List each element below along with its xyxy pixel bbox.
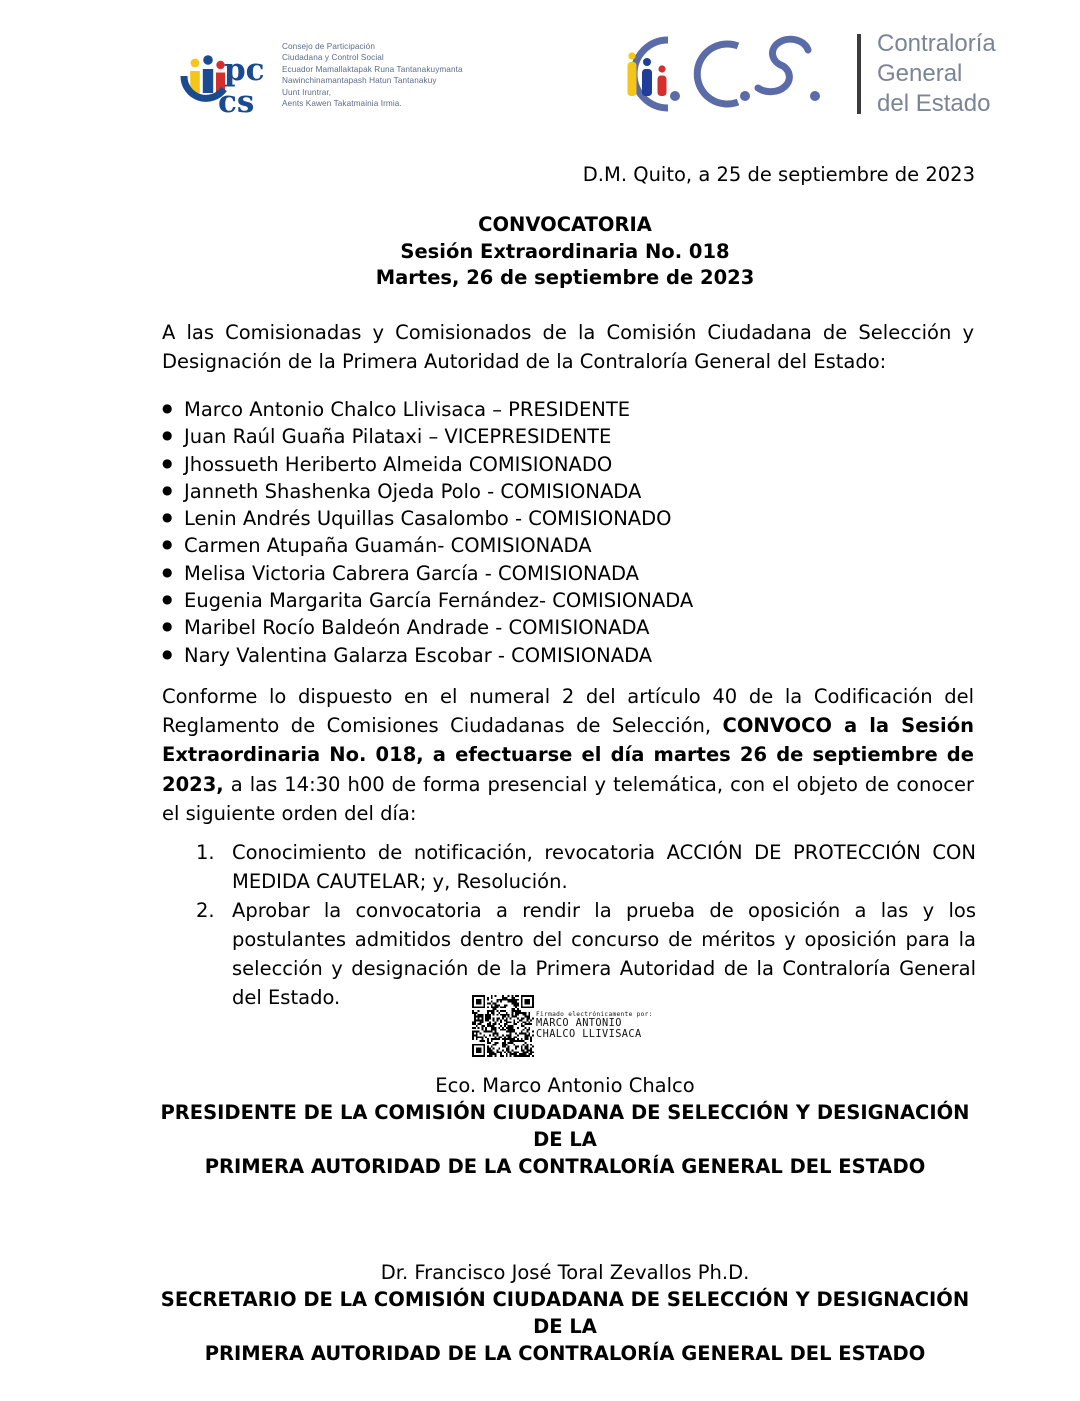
page-title: CONVOCATORIA [478, 213, 652, 236]
cpccs-logo-text [282, 30, 463, 112]
list-item: ● Lenin Andrés Uquillas Casalombo - COMISIONADO [162, 505, 862, 532]
president-name: Eco. Marco Antonio Chalco [435, 1074, 695, 1097]
contraloria-line-1: Contraloría [877, 30, 996, 57]
body-part-2: a las 14:30 h00 de forma presencial y telemática, con el objeto de conocer el siguiente orden del día: [162, 772, 974, 825]
signature-name-line-2: CHALCO LLIVISACA [536, 1028, 642, 1041]
cpccs-text-kichwa-2: Nawinchinamantapash Hatun Tantanakuy [282, 75, 437, 85]
commissioner-list [162, 396, 862, 669]
svg-text:pc: pc [224, 52, 265, 88]
list-item: ● Marco Antonio Chalco Llivisaca – PRESIDENTE [162, 396, 862, 423]
cpccs-text-shuar-1: Uunt Iruntrar, [282, 88, 332, 98]
list-item: ● Janneth Shashenka Ojeda Polo - COMISIONADA [162, 478, 862, 505]
list-item: ● Eugenia Margarita García Fernández- COMISIONADA [162, 587, 862, 614]
secretary-signature-block [155, 1259, 975, 1367]
svg-text:cs: cs [218, 84, 255, 120]
qr-code-icon [472, 995, 534, 1057]
cpccs-text-es-2: Ciudadana y Control Social [282, 52, 384, 62]
president-role-line-2: PRIMERA AUTORIDAD DE LA CONTRALORÍA GENERAL DEL ESTADO [204, 1155, 926, 1178]
document-date: D.M. Quito, a 25 de septiembre de 2023 [582, 163, 975, 186]
list-item: ● Jhossueth Heriberto Almeida COMISIONADO [162, 451, 862, 478]
cpccs-logo-icon [168, 30, 276, 122]
list-item: ● Juan Raúl Guaña Pilataxi – VICEPRESIDENTE [162, 423, 862, 450]
cpccs-text-shuar-2: Aents Kawen Takatmainia Irmia. [282, 98, 402, 108]
cpccs-text-kichwa-1: Ecuador Mamallaktapak Runa Tantanakuymanta [282, 65, 463, 75]
list-item: ● Nary Valentina Galarza Escobar - COMISIONADA [162, 642, 862, 669]
president-role-line-1: PRESIDENTE DE LA COMISIÓN CIUDADANA DE SELECCIÓN Y DESIGNACIÓN DE LA [160, 1101, 970, 1151]
secretary-role-line-1: SECRETARIO DE LA COMISIÓN CIUDADANA DE SELECCIÓN Y DESIGNACIÓN DE LA [160, 1288, 970, 1338]
logo-divider [857, 34, 861, 114]
document-subtitle: Sesión Extraordinaria No. 018 [400, 239, 730, 263]
electronic-signature-stamp [472, 993, 684, 1059]
secretary-name: Dr. Francisco José Toral Zevallos Ph.D. [380, 1261, 750, 1284]
document-header [0, 14, 1080, 134]
contraloria-logo-text [877, 29, 996, 119]
signature-caption: Firmado electrónicamente por: [536, 1010, 653, 1018]
president-signature-block [155, 1072, 975, 1180]
body-bold-clause: CONVOCO a la Sesión Extraordinaria No. 018, a efectuarse el día martes 26 de septiembre de 2023, [162, 714, 974, 796]
cpccs-logo [168, 30, 463, 122]
ccs-logo-icon [605, 26, 855, 122]
signature-name-line-1: MARCO ANTONIO [536, 1017, 622, 1030]
body-part-1: Conforme lo dispuesto en el numeral 2 del artículo 40 de la Codificación del Reglamento de Comisiones Ciudadanas de Selección, [162, 685, 974, 738]
agenda-list [196, 838, 976, 1012]
signature-stamp-text [536, 1012, 653, 1041]
list-item: ● Melisa Victoria Cabrera García - COMISIONADA [162, 560, 862, 587]
intro-paragraph: A las Comisionadas y Comisionados de la Comisión Ciudadana de Selección y Designación de la Primera Autoridad de la Contraloría General del Estado: [162, 321, 974, 373]
document-title-block [155, 212, 975, 292]
list-item: ● Maribel Rocío Baldeón Andrade - COMISIONADA [162, 614, 862, 641]
contraloria-line-3: del Estado [877, 90, 991, 117]
agenda-item: Conocimiento de notificación, revocatoria ACCIÓN DE PROTECCIÓN CON MEDIDA CAUTELAR; y, Resolución. [232, 841, 976, 893]
agenda-item: Aprobar la convocatoria a rendir la prueba de oposición a las y los postulantes admitidos dentro del concurso de méritos y oposición para la selección y designación de la Primera Autoridad de la Contraloría General del Estado. [232, 899, 976, 1009]
list-item: ● Carmen Atupaña Guamán- COMISIONADA [162, 532, 862, 559]
body-paragraph [162, 682, 974, 828]
contraloria-logo [605, 26, 996, 122]
cpccs-text-es-1: Consejo de Participación [282, 42, 375, 51]
secretary-role-line-2: PRIMERA AUTORIDAD DE LA CONTRALORÍA GENERAL DEL ESTADO [204, 1342, 926, 1365]
document-subtitle-date: Martes, 26 de septiembre de 2023 [375, 266, 755, 289]
contraloria-line-2: General [877, 60, 963, 87]
